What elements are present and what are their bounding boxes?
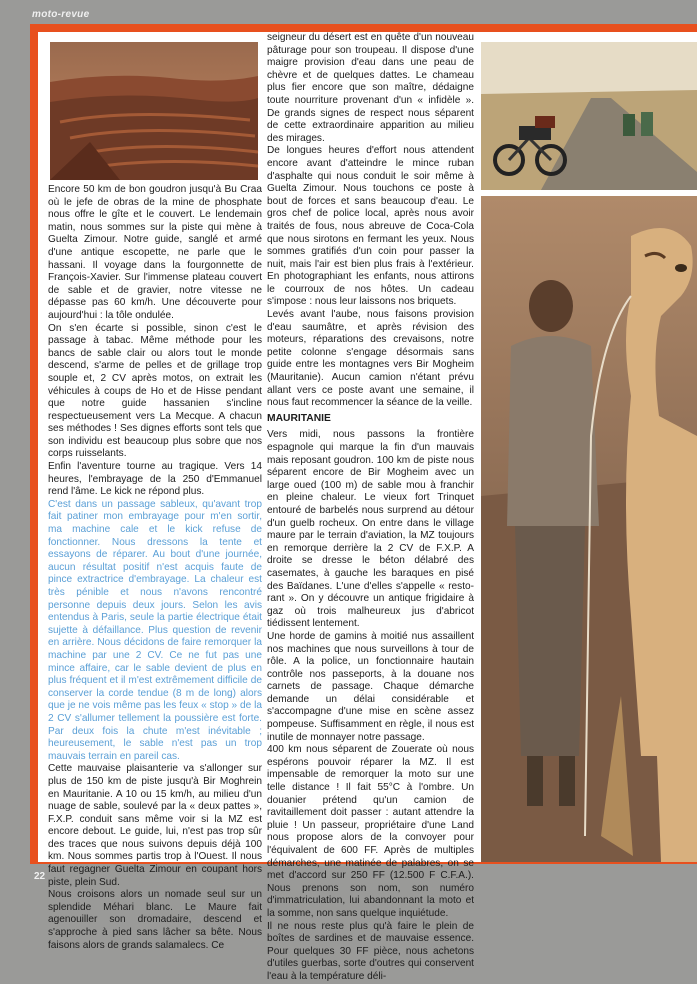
motorcycle-photo [481, 42, 697, 190]
header-strip [0, 0, 697, 24]
paragraph: 400 km nous séparent de Zouerate où nous espérons pouvoir réparer la MZ. Il est impensable de remorquer la moto sur une telle distance ! Il fait 55°C à l'ombre. Un douanier prétend qu'un camion de ravitaillement doit passer : autant attendre la pluie ! Un passeur, propriétaire d'une Land nous propose alors de la convoyer pour l'équivalent de 600 FF. Après de multiples démarches, une matinée de palabres, on se met d'accord sur 250 FF (12.500 F C.F.A.). Nous prenons son nom, son numéro d'immatriculation, lui abandonnant la moto et la somme, non sans quelque inquiétude. [267, 744, 474, 919]
section-heading: MAURITANIE [267, 412, 331, 424]
paragraph: Il ne nous reste plus qu'à faire le plein de boîtes de sardines et de mauvaise essence. Pour quelques 30 FF pièce, nous achetons d'utiles guerbas, sorte d'outres qui conservent l'eau à la température déli- [267, 920, 474, 982]
article-column-1 [48, 184, 262, 952]
paragraph: Cette mauvaise plaisanterie va s'allonger sur plus de 150 km de piste jusqu'à Bir Moghrein en Mauritanie. A 10 ou 15 km/h, au milieu d'un nuage de sable, soulevé par la « deux pattes », F.X.P. conduit sans même voir si la MZ est encore debout. Le guide, lui, n'est pas trop sûr des traces que nous suivons depuis déjà 100 km. Nous sommes partis trop à l'Ouest. Il nous faut regagner Guelta Zimour en coupant hors piste, plein Sud. [48, 763, 262, 888]
paragraph: Encore 50 km de bon goudron jusqu'à Bu Craa où le jefe de obras de la mine de phosphate nous offre le gîte et le couvert. Le lendemain matin, nous sommes sur la piste qui mène à Guelta Zimour. Notre guide, sanglé et armé d'une antique escopette, ne parle que le hassani. Il voyage dans la fourgonnette de François-Xavier. Sur l'immense plateau couvert de sable et de gravier, notre vitesse ne dépasse pas 60 km/h. Une découverte pour aujourd'hui : la tôle ondulée. [48, 184, 262, 321]
article-column-2 [267, 32, 474, 984]
paragraph: Vers midi, nous passons la frontière espagnole qui marque la fin d'un mauvais mais reposant goudron. 100 km de piste nous séparent encore de Bir Mogheim avec un large oued (100 m) de sable mou à franchir en pleine chaleur. Le vieux fort Trinquet entouré de barbelés nous surprend au détour d'un guelb rocheux. On entre dans le village maure par le terrain d'aviation, la MZ toujours en remorque derrière la 2 CV de F.X.P. A droite se dresse le béton délabré des casemates, à gauche les baraques en pisé des Baïdanes. L'une d'elles s'appelle « resto-rant ». On y découvre un antique frigidaire à gaz où trois malheureux jus d'abricot tiédissent lentement. [267, 429, 474, 630]
page-number: 22 [34, 871, 46, 882]
paragraph: De longues heures d'effort nous attendent encore avant d'atteindre le mince ruban d'asphalte qui nous conduit le soir même à Guelta Zimour. Nous touchons ce poste à bout de forces et sans beaucoup d'eau. Le gros chef de police local, après nous avoir traités de fous, nous abreuve de Coca-Cola que nous sirotons en fermant les yeux. Nous sommes gratifiés d'un coin pour passer la nuit, mais l'air est bien plus frais à l'extérieur. En photographiant les enfants, nous attirons le courroux de nos hôtes. Un cadeau s'impose : nous leur laissons nos briquets. [267, 145, 474, 308]
paragraph: Levés avant l'aube, nous faisons provision d'eau saumâtre, et après révision des moteurs, réparations des crevaisons, notre petite colonne s'engage désormais sans guide entre les montagnes vers Bir Mogheim (Mauritanie). Aucun camion n'étant prévu allant vers ce poste avant une semaine, il nous faut recommencer la séance de la veille. [267, 309, 474, 409]
paragraph: On s'en écarte si possible, sinon c'est le passage à tabac. Même méthode pour les bancs de sable clair ou alors tout le monde descend, s'arme de pelles et de grillage trop souple et, 2 CV après motos, on extrait les véhicules à coups de Ho et de Hisse pendant que notre guide hassanien s'incline respectueusement vers La Mecque. A chacun ses méthodes ! Ses dignes efforts sont tels que son individu est beaucoup plus sobre que nos corps ruisselants. [48, 322, 262, 460]
magazine-brand: moto-revue [32, 9, 90, 20]
paragraph: Nous croisons alors un nomade seul sur un splendide Méhari blanc. Le Maure fait agenouiller son dromadaire, descend et s'approche à pied sans lâcher sa bête. Nous faisons alors de grands salamalecs. Ce [48, 889, 262, 951]
paragraph: Une horde de gamins à moitié nus assaillent nos machines que nous surveillons à tour de rôle. A la police, un fonctionnaire hautain contrôle nos passeports, à la douane nos carnets de passage. Chaque démarche demande un délai considérable et s'accompagne d'une mise en scène assez pompeuse. Suffisamment en règle, il nous est inutile de monnayer notre passage. [267, 630, 474, 743]
camel-photo [481, 196, 697, 862]
mine-photo [50, 42, 258, 180]
paragraph: Enfin l'aventure tourne au tragique. Vers 14 heures, l'embrayage de la 250 d'Emmanuel rend l'âme. Le kick ne répond plus. [48, 461, 262, 498]
paragraph: seigneur du désert est en quête d'un nouveau pâturage pour son troupeau. Il dispose d'une maigre provision d'eau dans une peau de chèvre et de quelques dattes. Le chameau plus fier encore que son maître, dédaigne toute nourriture provenant d'un « infidèle ». De grands signes de respect nous séparent de cette extraordinaire apparition au milieu des mirages. [267, 32, 474, 144]
highlighted-paragraph: C'est dans un passage sableux, qu'avant trop fait patiner mon embrayage pour m'en sortir, ma machine cale et le kick refuse de fonctionner. Nous dressons la tente et essayons de réparer. Au bout d'une journée, aucun résultat positif n'est acquis faute de pince extractrice d'embrayage. La chaleur est très pénible et nous n'avons rencontré personne depuis deux jours. Selon les avis entendus à Paris, seule la partie électrique était sujette à défaillance. Plus question de revenir en arrière. Nous décidons de faire remorquer la machine par une 2 CV. Ce ne fut pas une mince affaire, car le sable devient de plus en plus fréquent et il m'est extrêmement difficile de conserver la corde tendue (8 m de long) alors que je ne vois même pas les feux « stop » de la 2 CV s'allumer tellement la poussière est forte. Par deux fois la chute m'est inévitable ; heureusement, le sable n'est pas un trop mauvais terrain en pareil cas. [48, 498, 262, 762]
